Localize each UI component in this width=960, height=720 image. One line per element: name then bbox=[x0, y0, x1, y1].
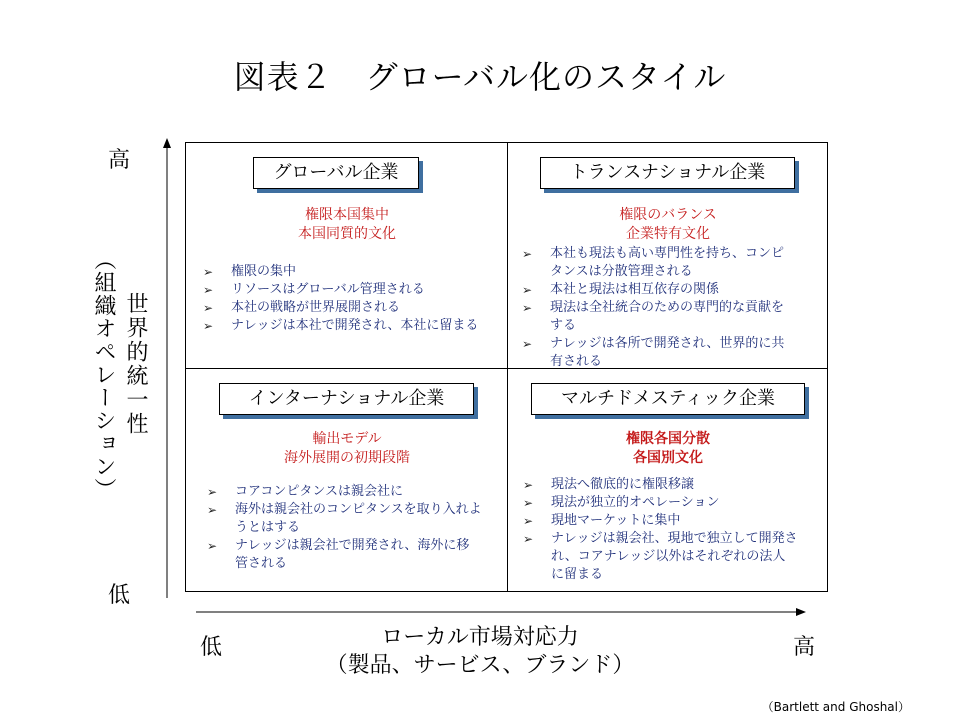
y-axis-arrow bbox=[163, 138, 171, 148]
list-item: ➢ ナレッジは親会社で開発され、海外に移管される bbox=[207, 537, 482, 573]
y-axis-high-label: 高 bbox=[108, 148, 131, 173]
quadrant-bullets-global bbox=[203, 263, 495, 335]
quadrant-title-multidomestic: マルチドメスティック企業 bbox=[531, 383, 805, 415]
quadrant-red-international-1: 輸出モデル bbox=[312, 431, 382, 447]
list-item: ➢ 現法へ徹底的に権限移譲 bbox=[523, 476, 798, 494]
list-item: ➢ ナレッジは各所で開発され、世界的に共有される bbox=[522, 335, 794, 371]
quadrant-bullets-transnational bbox=[522, 245, 794, 371]
y-axis-sublabel: （組織オペレーション） bbox=[91, 248, 116, 501]
page-title: 図表２ グローバル化のスタイル bbox=[233, 58, 727, 96]
citation: （Bartlett and Ghoshal） bbox=[761, 700, 910, 714]
list-item: ➢ ナレッジは本社で開発され、本社に留まる bbox=[203, 317, 495, 335]
y-axis-low-label: 低 bbox=[108, 583, 131, 608]
list-item: ➢ コアコンピタンスは親会社に bbox=[207, 483, 482, 501]
list-item: ➢ 海外は親会社のコンピタンスを取り入れようとはする bbox=[207, 501, 482, 537]
list-item: ➢ 本社と現法は相互依存の関係 bbox=[522, 281, 794, 299]
list-item: ➢ 現地マーケットに集中 bbox=[523, 512, 798, 530]
x-axis-high-label: 高 bbox=[793, 635, 816, 660]
list-item: ➢ ナレッジは親会社、現地で独立して開発され、コアナレッジ以外はそれぞれの法人に留まる bbox=[523, 530, 798, 584]
quadrant-bullets-international bbox=[207, 483, 482, 573]
quadrant-title-global: グローバル企業 bbox=[253, 157, 419, 189]
quadrant-red-transnational-2: 企業特有文化 bbox=[626, 226, 710, 242]
y-axis-label: 世界的統一性 bbox=[123, 292, 148, 436]
list-item: ➢ 本社も現法も高い専門性を持ち、コンピタンスは分散管理される bbox=[522, 245, 794, 281]
quadrant-red-global-2: 本国同質的文化 bbox=[298, 226, 396, 242]
list-item: ➢ 現法が独立的オペレーション bbox=[523, 494, 798, 512]
x-axis-sublabel: （製品、サービス、ブランド） bbox=[325, 653, 635, 678]
list-item: ➢ 本社の戦略が世界展開される bbox=[203, 299, 495, 317]
quadrant-red-international-2: 海外展開の初期段階 bbox=[284, 450, 410, 466]
quadrant-title-transnational: トランスナショナル企業 bbox=[540, 157, 795, 189]
quadrant-red-transnational-1: 権限のバランス bbox=[619, 207, 717, 223]
x-axis-arrow bbox=[796, 608, 806, 616]
quadrant-red-multidomestic-2: 各国別文化 bbox=[633, 450, 703, 466]
list-item: ➢ 権限の集中 bbox=[203, 263, 495, 281]
list-item: ➢ リソースはグローバル管理される bbox=[203, 281, 495, 299]
quadrant-red-multidomestic-1: 権限各国分散 bbox=[626, 431, 710, 447]
quadrant-title-international: インターナショナル企業 bbox=[219, 383, 474, 415]
quadrant-bullets-multidomestic bbox=[523, 476, 798, 584]
x-axis-low-label: 低 bbox=[200, 635, 223, 660]
list-item: ➢ 現法は全社統合のための専門的な貢献をする bbox=[522, 299, 794, 335]
quadrant-red-global-1: 権限本国集中 bbox=[305, 207, 389, 223]
x-axis-label: ローカル市場対応力 bbox=[381, 625, 579, 650]
